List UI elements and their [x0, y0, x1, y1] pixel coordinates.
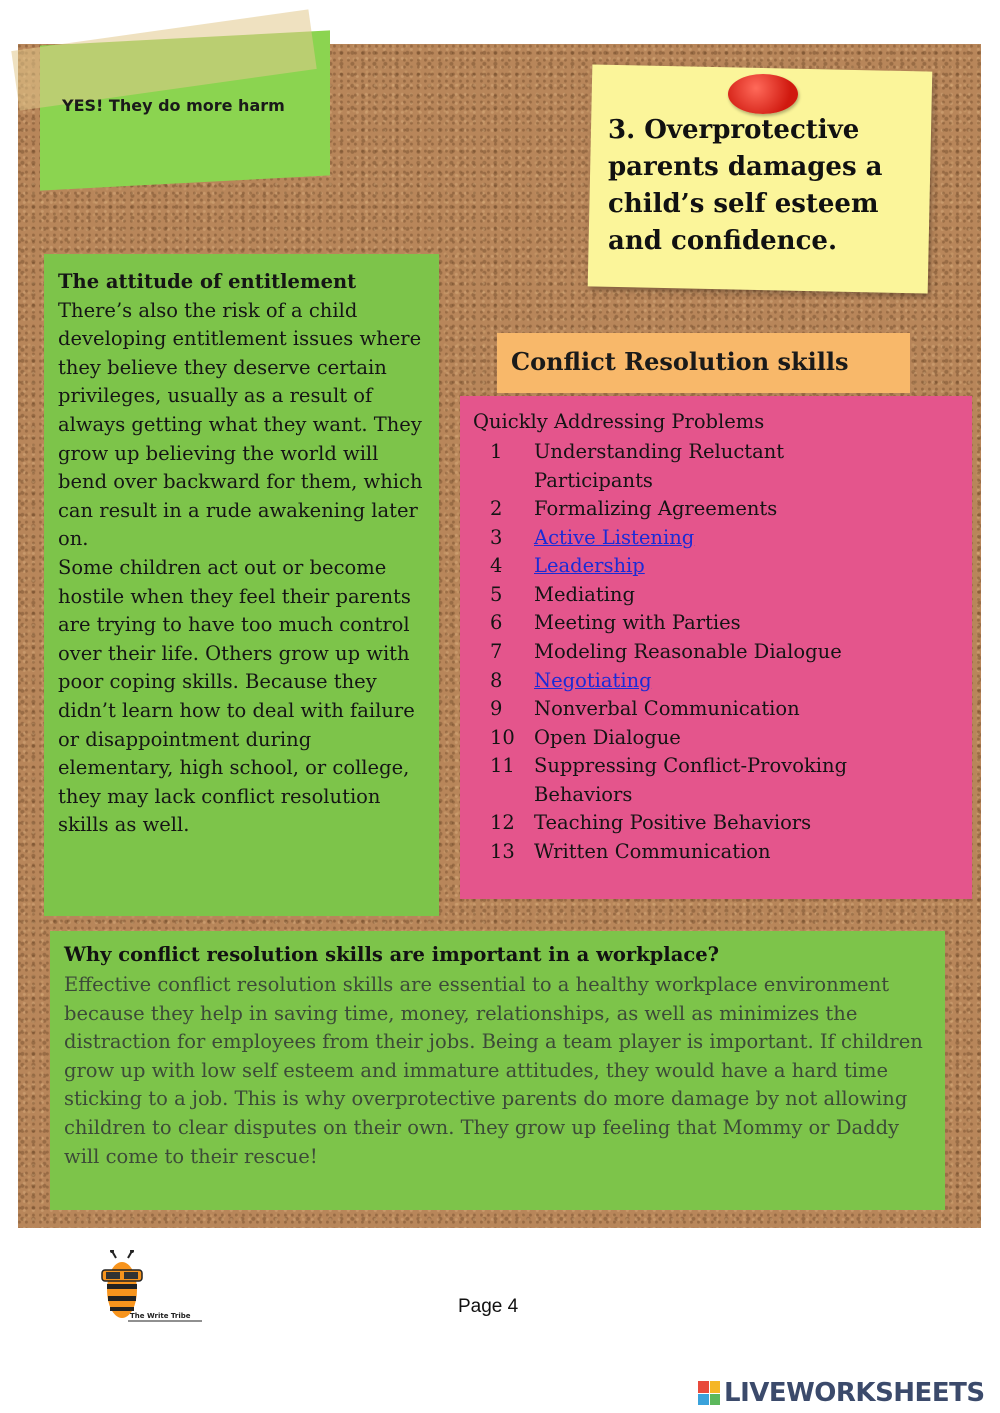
entitlement-panel: [44, 254, 439, 916]
skill-label: Written Communication: [534, 840, 771, 863]
conflict-resolution-title-box: [497, 333, 910, 393]
entitlement-paragraph-1: There’s also the risk of a child developing entitlement issues where they believe they deserve certain privileges, usually as a result of always getting what they want. They grow up believing the world will bend over backward for them, which can result in a rude awakening later on.: [58, 298, 423, 551]
page-number: Page 4: [458, 1296, 519, 1317]
skill-label: Modeling Reasonable Dialogue: [534, 640, 842, 663]
skill-number: 11: [490, 754, 515, 778]
skill-number: 4: [490, 554, 503, 578]
entitlement-paragraph-2: Some children act out or become hostile when they feel their parents are trying to have too much control over their life. Others grow up with poor coping skills. Because they didn’t learn how to deal with failure or disappointment during elementary, high school, or college, they may lack conflict resolution skills as well.: [58, 555, 415, 837]
skill-number: 6: [490, 611, 503, 635]
skills-heading: Quickly Addressing Problems: [473, 410, 765, 433]
sticky-note-text: YES! They do more harm: [62, 96, 285, 115]
liveworksheets-text: LIVEWORKSHEETS: [724, 1378, 985, 1408]
skill-label: Meeting with Parties: [534, 611, 741, 635]
liveworksheets-brand[interactable]: [698, 1378, 985, 1408]
skill-number: 2: [490, 497, 503, 520]
workplace-panel: [50, 931, 945, 1210]
skill-number: 13: [490, 840, 515, 863]
skill-number: 10: [490, 725, 515, 749]
skill-label: Suppressing Conflict-Provoking Behaviors: [534, 754, 848, 806]
skill-number: 12: [490, 811, 515, 835]
workplace-question: Why conflict resolution skills are important in a workplace?: [64, 943, 720, 966]
write-tribe-logo: [98, 1250, 208, 1328]
skill-link[interactable]: Negotiating: [534, 668, 652, 692]
skill-label: Teaching Positive Behaviors: [534, 811, 812, 835]
skill-label: Open Dialogue: [534, 725, 681, 749]
skill-label: Understanding Reluctant Participants: [534, 440, 785, 492]
skill-link[interactable]: Leadership: [534, 554, 645, 578]
pushpin-icon: [728, 74, 798, 114]
logo-text: The Write Tribe: [130, 1312, 191, 1320]
skill-label: Nonverbal Communication: [534, 697, 800, 721]
skill-link[interactable]: Active Listening: [534, 525, 695, 549]
liveworksheets-logo-icon: [698, 1381, 720, 1405]
skill-number: 1: [490, 440, 503, 463]
skill-label: Mediating: [534, 582, 635, 606]
entitlement-heading: The attitude of entitlement: [58, 270, 357, 293]
skills-list-panel: [460, 396, 972, 899]
skill-number: 5: [490, 582, 503, 606]
skill-label: Formalizing Agreements: [534, 497, 778, 520]
skill-number: 9: [490, 697, 503, 721]
conflict-resolution-title: Conflict Resolution skills: [511, 347, 849, 376]
skill-number: 7: [490, 640, 503, 663]
skill-number: 8: [490, 668, 503, 692]
workplace-answer: Effective conflict resolution skills are essential to a healthy workplace environment because they help in saving time, money, relationships, as well as minimizes the distraction for employees from their jobs. Being a team player is important. If children grow up with low self esteem and immature attitudes, they would have a hard time sticking to a job. This is why overprotective parents do more damage by not allowing children to clear disputes on their own. They grow up feeling that Mommy or Daddy will come to their rescue!: [64, 973, 923, 1168]
yellow-note-title: 3. Overprotective parents damages a child’s self esteem and confidence.: [608, 115, 883, 256]
skill-number: 3: [490, 525, 503, 549]
bee-logo-icon: [98, 1250, 208, 1328]
